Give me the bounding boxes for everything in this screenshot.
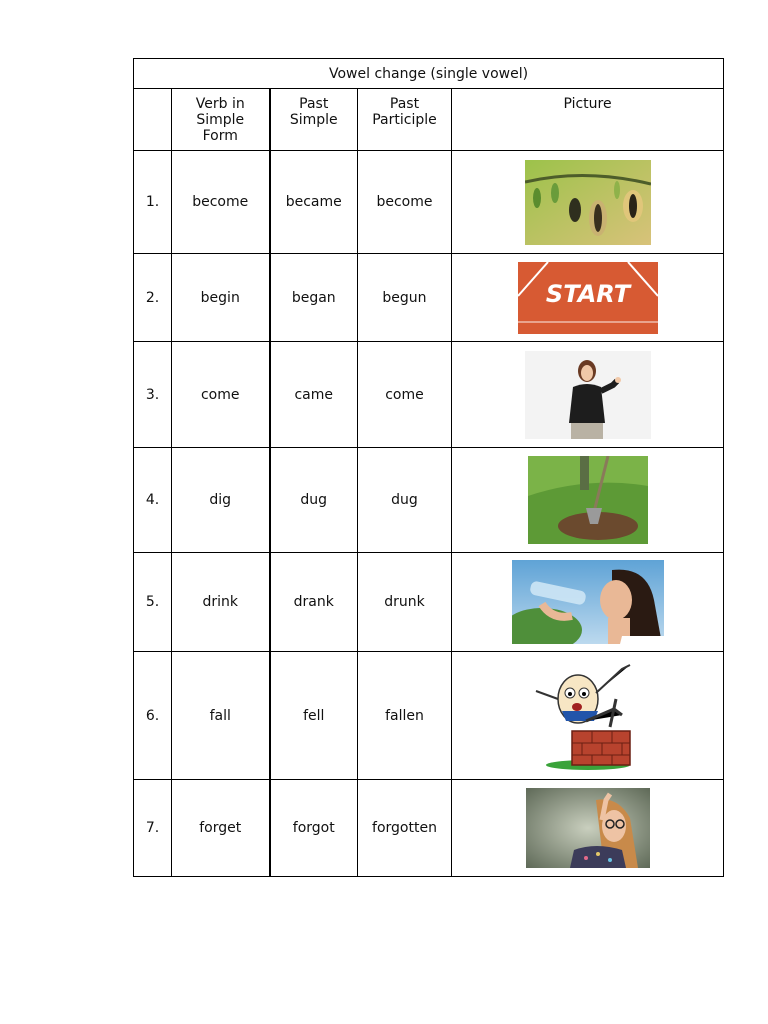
picture-cell [452,342,724,448]
header-past-participle-label: Past Participle [372,96,437,128]
verb-past: forgot [270,780,358,877]
verb-participle: come [358,342,452,448]
header-number [134,89,172,151]
table-row [134,652,724,780]
table-row [134,553,724,652]
table-row [134,151,724,254]
irregular-verbs-table [133,58,724,877]
verb-participle: dug [358,448,452,553]
table-row [134,254,724,342]
header-past-simple-label: Past Simple [289,96,338,128]
picture-cell [452,652,724,780]
table-row [134,780,724,877]
verb-participle: fallen [358,652,452,780]
woman-drinking-water-image [512,560,664,644]
verb-participle: become [358,151,452,254]
verb-past: began [270,254,358,342]
verb-base: dig [172,448,270,553]
verb-base: fall [172,652,270,780]
header-past-participle [358,89,452,151]
row-number: 5. [134,553,172,652]
verb-base: drink [172,553,270,652]
table-row [134,448,724,553]
verb-base: begin [172,254,270,342]
verb-base: become [172,151,270,254]
row-number: 4. [134,448,172,553]
woman-forgetting-image [526,788,650,868]
table-title: Vowel change (single vowel) [134,59,724,89]
picture-cell [452,151,724,254]
shovel-digging-image [528,456,648,544]
header-simple-form-label: Verb in Simple Form [195,96,245,144]
woman-beckoning-image [525,351,651,439]
verb-base: forget [172,780,270,877]
verb-participle: drunk [358,553,452,652]
picture-cell [452,553,724,652]
verb-past: fell [270,652,358,780]
butterfly-metamorphosis-image [525,160,651,245]
verb-past: came [270,342,358,448]
verb-participle: forgotten [358,780,452,877]
picture-cell [452,254,724,342]
header-simple-form [172,89,270,151]
row-number: 1. [134,151,172,254]
running-track-start-image [518,262,658,334]
svg-text:START: START [545,279,630,308]
picture-cell [452,448,724,553]
verb-past: drank [270,553,358,652]
row-number: 7. [134,780,172,877]
row-number: 2. [134,254,172,342]
row-number: 6. [134,652,172,780]
header-picture: Picture [452,89,724,151]
verb-participle: begun [358,254,452,342]
header-past-simple [270,89,358,151]
humpty-dumpty-falling-image [526,659,650,773]
row-number: 3. [134,342,172,448]
table-row [134,342,724,448]
verb-past: became [270,151,358,254]
verb-base: come [172,342,270,448]
verb-past: dug [270,448,358,553]
picture-cell [452,780,724,877]
